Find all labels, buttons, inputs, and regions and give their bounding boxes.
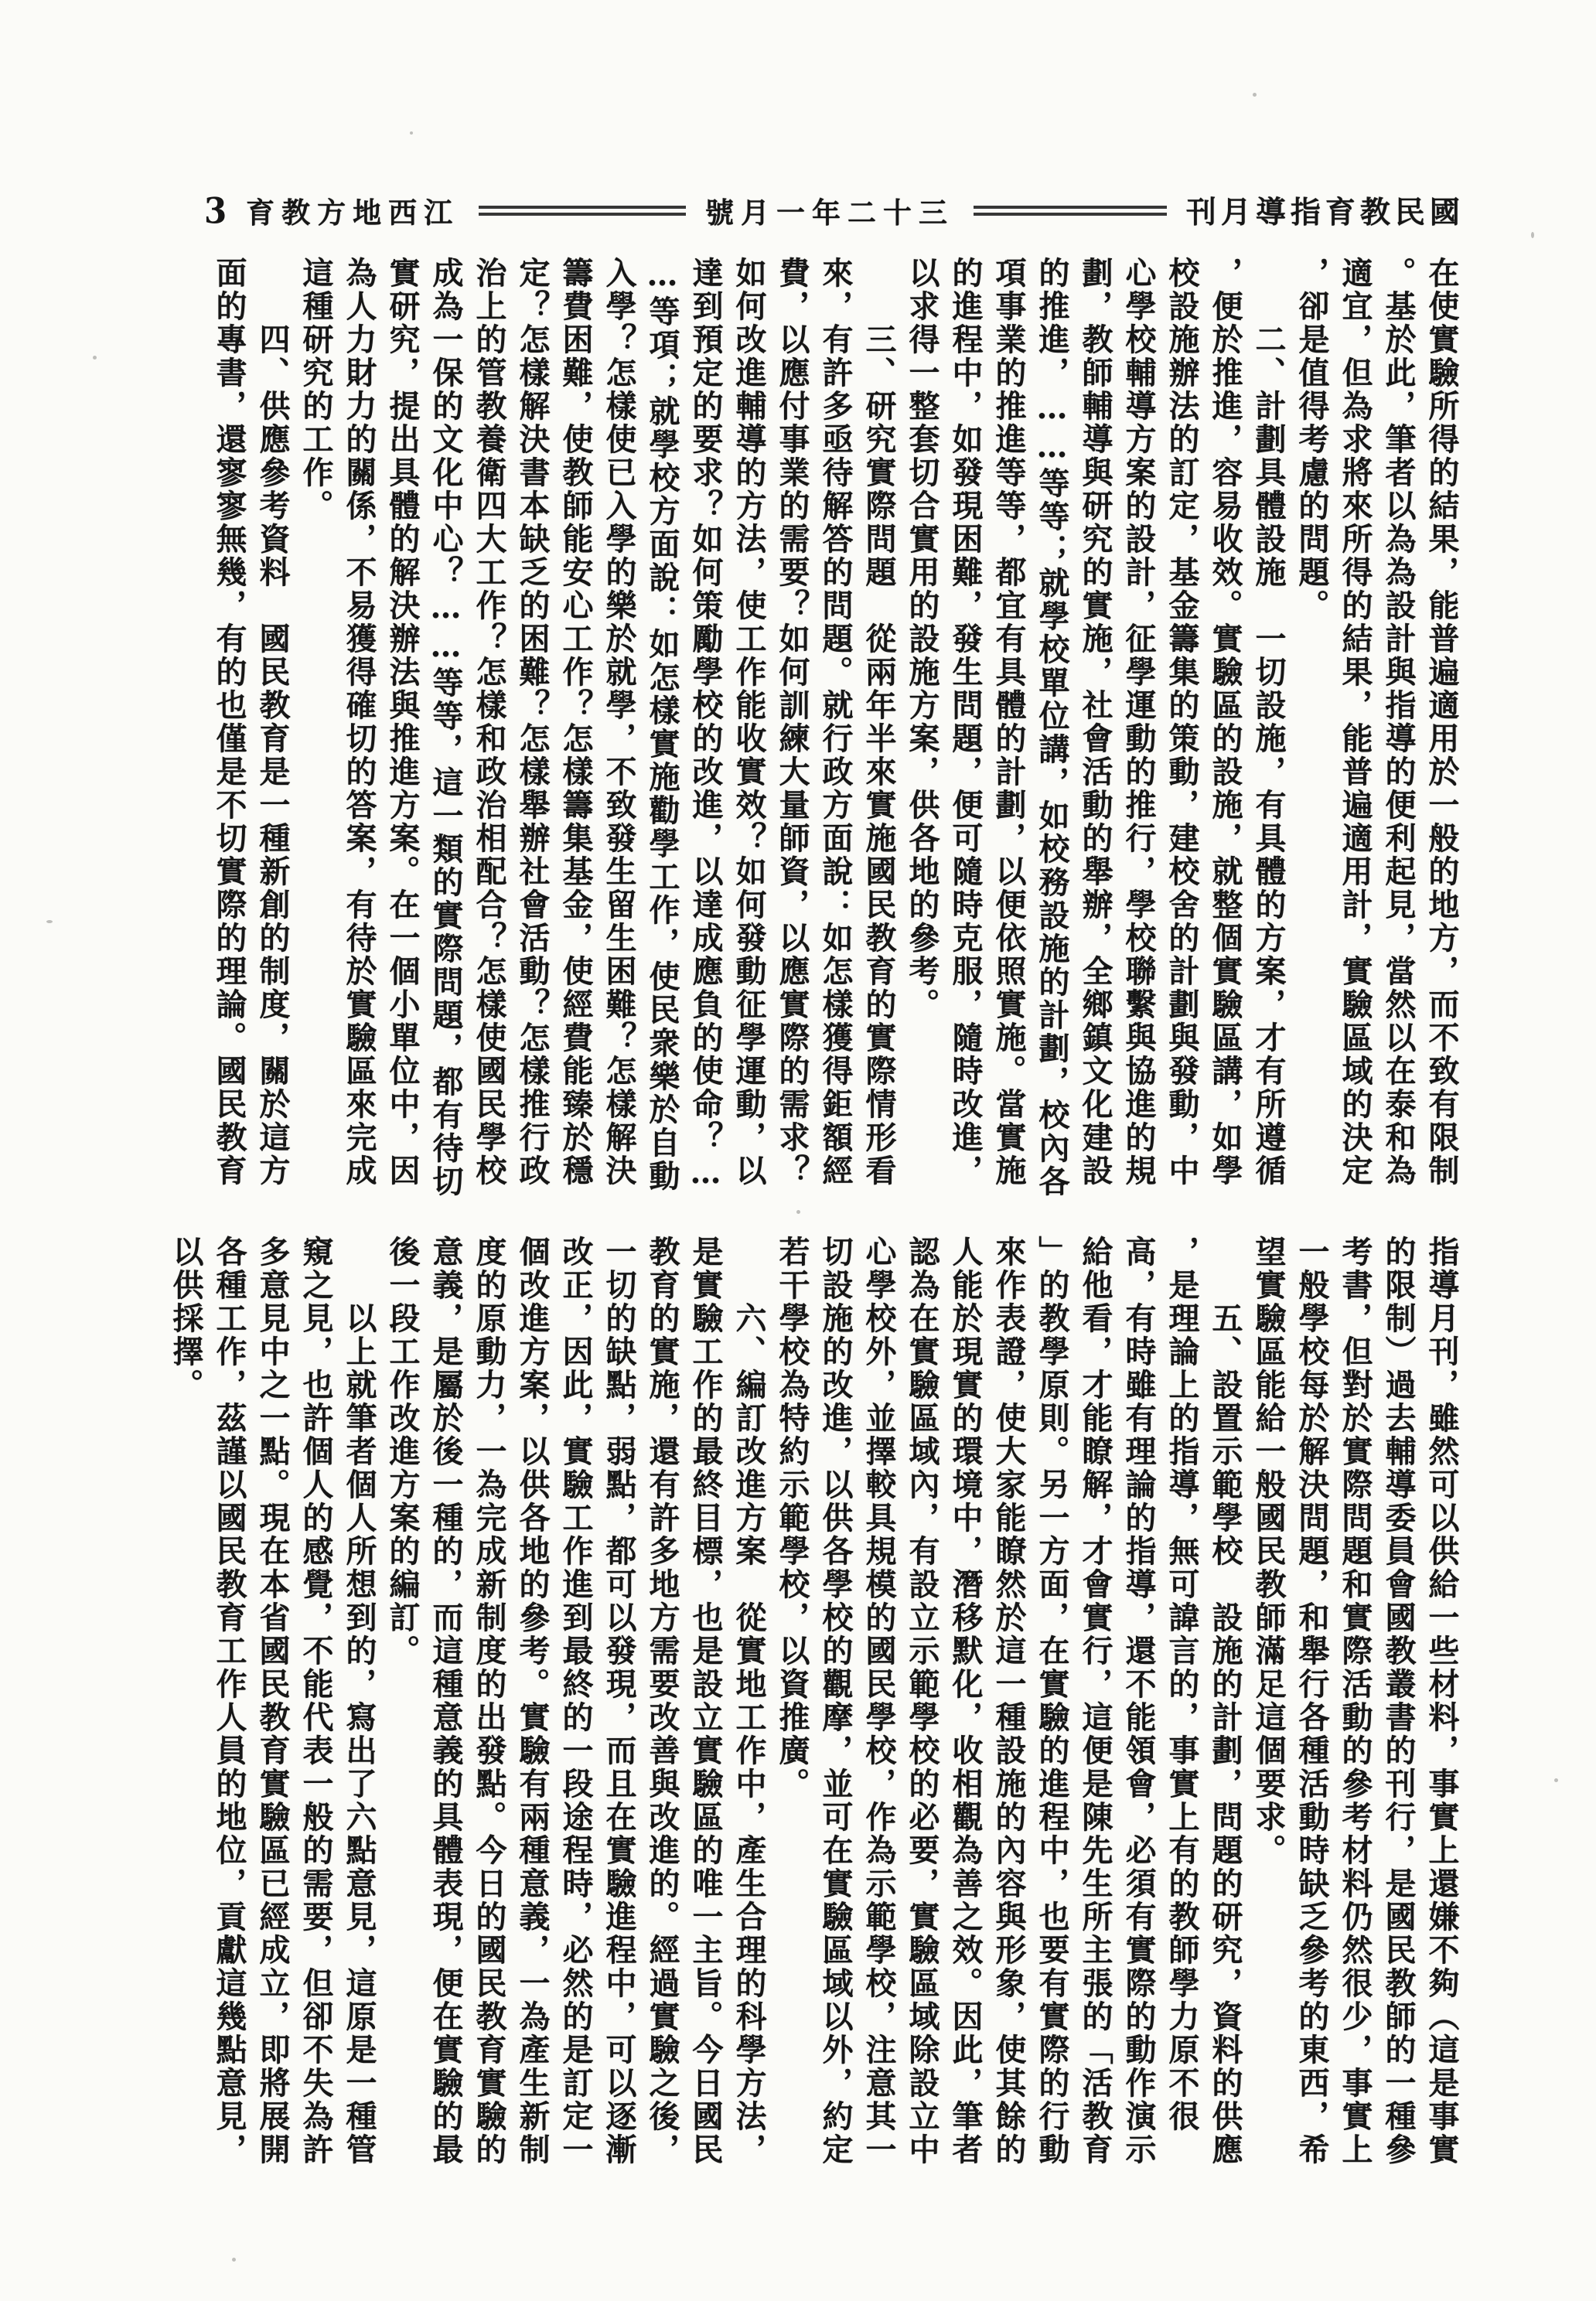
- lower-text-block: [162, 1236, 1463, 2216]
- text-column: …等項；就學校方面說：如怎樣實施勸學工作，使民衆樂於自動: [644, 257, 680, 1193]
- text-column: 籌費困難，使教師能安心工作？怎樣籌集基金，使經費能臻於穩: [558, 257, 594, 1188]
- text-column: 以供採擇。: [168, 1236, 204, 1402]
- text-column: 的限制）過去輔導委員會國教叢書的刊行，是國民教師的一種參: [1380, 1236, 1417, 2166]
- text-column: 」的教學原則。另一方面，在實驗的進程中，也要有實際的行動: [1034, 1236, 1070, 2166]
- text-column: 面的專書，還寥寥無幾，有的也僅是不切實際的理論。國民教育: [211, 257, 247, 1188]
- text-column: 以求得一整套切合實用的設施方案，供各地的參考。: [904, 257, 940, 1021]
- text-column: 六、編訂改進方案 從實地工作中，產生合理的科學方法，: [731, 1236, 767, 2166]
- text-column: 的進程中，如發現困難，發生問題，便可隨時克服，隨時改進，: [947, 257, 984, 1188]
- text-column: 改正，因此，實驗工作進到最終的一段途程時，必然的是訂定一: [558, 1236, 594, 2166]
- text-column: 達到預定的要求？如何策勵學校的改進，以達成應負的使命？…: [687, 257, 724, 1193]
- text-column: 的推進，……等等；就學校單位講，如校務設施的計劃，校內各: [1034, 257, 1070, 1198]
- text-column: 望實驗區能給一般國民教師滿足這個要求。: [1250, 1236, 1287, 1867]
- text-column: 人能於現實的環境中，潛移默化，收相觀為善之效。因此，筆者: [947, 1236, 984, 2166]
- text-column: 是實驗工作的最終目標，也是設立實驗區的唯一主旨。今日國民: [687, 1236, 724, 2166]
- text-column: 二、計劃具體設施 一切設施，有具體的方案，才有所遵循: [1250, 257, 1287, 1188]
- text-column: 如何改進輔導的方法，使工作能收實效？如何發動征學運動，以: [731, 257, 767, 1188]
- text-column: 各種工作，茲謹以國民教育工作人員的地位，貢獻這幾點意見，: [211, 1236, 247, 2166]
- text-column: 為人力財力的關係，不易獲得確切的答案，有待於實驗區來完成: [341, 257, 377, 1188]
- text-column: 心學校輔導方案的設計，征學運動的推行，學校聯繫與協進的規: [1120, 257, 1157, 1188]
- upper-text-block: [207, 257, 1463, 1198]
- text-column: ，卻是值得考慮的問題。: [1294, 257, 1330, 622]
- text-column: 劃，教師輔導與研究的實施，社會活動的舉辦，全鄉鎮文化建設: [1077, 257, 1113, 1188]
- text-column: 入學？怎樣使已入學的樂於就學，不致發生留生困難？怎樣解決: [601, 257, 637, 1188]
- text-column: 費，以應付事業的需要？如何訓練大量師資，以應實際的需求？: [774, 257, 810, 1188]
- text-column: 實研究，提出具體的解決辦法與推進方案。在一個小單位中，因: [384, 257, 421, 1188]
- text-column: 個改進方案，以供各地的參考。實驗有兩種意義，一為產生新制: [514, 1236, 551, 2166]
- journal-title-rtl: 刊月導指育教民國: [1185, 195, 1465, 230]
- text-column: 四、供應參考資料 國民教育是一種新創的制度，關於這方: [254, 257, 291, 1188]
- page-header: [204, 187, 1465, 234]
- text-column: 一般學校每於解決問題，和舉行各種活動時缺乏參考的東西，希: [1294, 1236, 1330, 2166]
- text-column: 窺之見，也許個人的感覺，不能代表一般的需要，但卻不失為許: [298, 1236, 334, 2166]
- text-column: 。基於此，筆者以為為設計與指導的便利起見，當然以在泰和為: [1380, 257, 1417, 1188]
- text-column: 若干學校為特約示範學校，以資推廣。: [774, 1236, 810, 1801]
- text-column: 這種研究的工作。: [298, 257, 334, 523]
- text-column: 成為一保的文化中心？……等等，這一類的實際問題，都有待切: [428, 257, 464, 1198]
- section-title-rtl: 育教方地西江: [246, 196, 460, 230]
- text-column: 項事業的推進等等，都宜有具體的計劃，以便依照實施。當實施: [991, 257, 1027, 1188]
- text-column: 來，有許多亟待解答的問題。就行政方面說：如怎樣獲得鉅額經: [817, 257, 854, 1188]
- text-column: 切設施的改進，以供各學校的觀摩，並可在實驗區域以外，約定: [817, 1236, 854, 2166]
- text-column: 教育的實施，還有許多地方需要改善與改進的。經過實驗之後，: [644, 1236, 680, 2166]
- text-column: 來作表證，使大家能瞭然於這一種設施的內容與形象，使其餘的: [991, 1236, 1027, 2166]
- text-column: 度的原動力，一為完成新制度的出發點。今日的國民教育實驗的: [471, 1236, 507, 2166]
- issue-date-rtl: 號月一年二十三: [705, 196, 955, 230]
- text-column: 一切的缺點，弱點，都可以發現，而且在實驗進程中，可以逐漸: [601, 1236, 637, 2166]
- text-column: 給他看，才能瞭解，才會實行，這便是陳先生所主張的「活教育: [1077, 1236, 1113, 2166]
- text-column: 五、設置示範學校 設施的計劃，問題的研究，資料的供應: [1207, 1236, 1243, 2166]
- text-column: 認為在實驗區域內，有設立示範學校的必要，實驗區域除設立中: [904, 1236, 940, 2166]
- text-column: ，是理論上的指導，無可諱言的，事實上有的教師學力原不很: [1164, 1236, 1200, 2133]
- text-column: 三、研究實際問題 從兩年半來實施國民教育的實際情形看: [861, 257, 897, 1188]
- text-column: 治上的管教養衛四大工作？怎樣和政治相配合？怎樣使國民學校: [471, 257, 507, 1188]
- text-column: 在使實驗所得的結果，能普遍適用於一般的地方，而不致有限制: [1424, 257, 1460, 1188]
- text-column: 意義，是屬於後一種的，而這種意義的具體表現，便在實驗的最: [428, 1236, 464, 2166]
- double-rule-left: [479, 206, 686, 216]
- page-number: 3: [204, 189, 227, 231]
- text-column: 心學校外，並擇較具規模的國民學校，作為示範學校，注意其一: [861, 1236, 897, 2166]
- text-column: 多意見中之一點。現在本省國民教育實驗區已經成立，即將展開: [254, 1236, 291, 2166]
- text-column: ，便於推進，容易收效。實驗區的設施，就整個實驗區講，如學: [1207, 257, 1243, 1188]
- text-column: 以上就筆者個人所想到的，寫出了六點意見，這原是一種管: [341, 1236, 377, 2166]
- text-column: 考書，但對於實際問題和實際活動的參考材料仍然很少，事實上: [1337, 1236, 1373, 2166]
- text-column: 指導月刊，雖然可以供給一些材料，事實上還嫌不夠（這是事實: [1424, 1236, 1460, 2166]
- double-rule-right: [974, 206, 1167, 216]
- text-column: 高，有時雖有理論的指導，還不能領會，必須有實際的動作演示: [1120, 1236, 1157, 2166]
- text-column: 適宜，但為求將來所得的結果，能普遍適用計，實驗區域的決定: [1337, 257, 1373, 1188]
- text-column: 定？怎樣解決書本缺乏的困難？怎樣舉辦社會活動？怎樣推行政: [514, 257, 551, 1188]
- text-column: 後一段工作改進方案的編訂。: [384, 1236, 421, 1668]
- text-column: 校設施辦法的訂定，基金籌集的策動，建校舍的計劃與發動，中: [1164, 257, 1200, 1188]
